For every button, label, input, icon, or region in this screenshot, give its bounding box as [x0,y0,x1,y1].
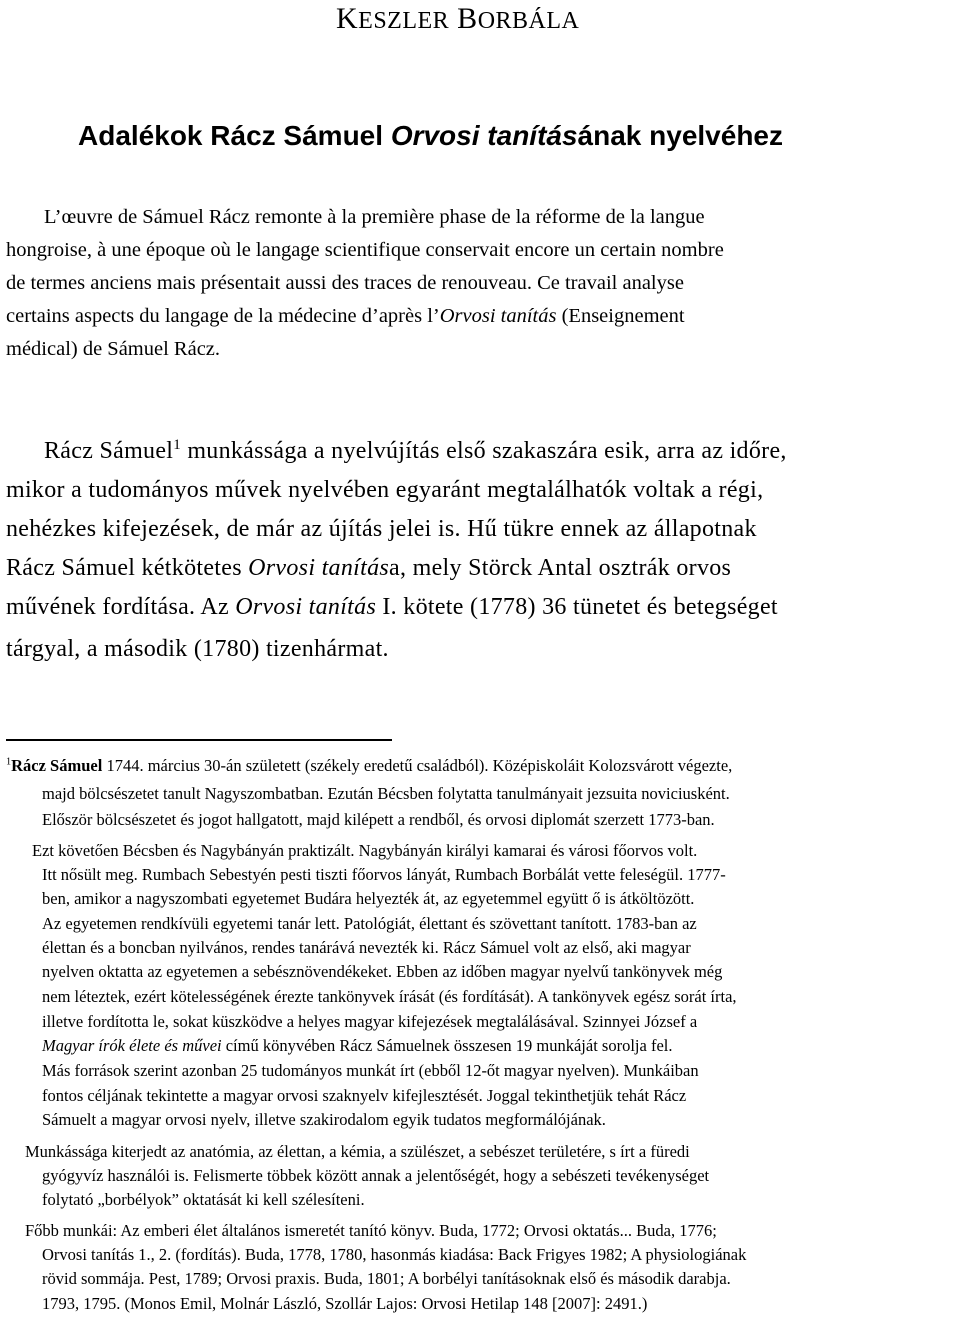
footnote-line: Munkássága kiterjedt az anatómia, az élettan, a kémia, a szülészet, a sebészet területére, s írt a füredi [25,1142,690,1161]
footnote-line: ben, amikor a nagyszombati egyetemet Budára helyezték át, az egyetemmel együtt ő is átköltözött. [42,889,695,908]
footnote-line: élettan és a boncban nyilvános, rendes tanárává nevezték ki. Rácz Sámuel volt az első, aki magyar [42,938,691,957]
author-name: KESZLER BORBÁLA [336,2,580,35]
abstract-line: certains aspects du langage de la médecine d’après l’Orvosi tanítás (Enseignement [6,305,685,327]
footnote-line: nem léteztek, ezért kötelességének érezte tankönyvek írását (és fordítását). A tankönyvek egész sorát írta, [42,987,737,1006]
abstract-line: médical) de Sámuel Rácz. [6,338,221,360]
footnote-line: Az egyetemen rendkívüli egyetemi tanár lett. Patológiát, élettant és szövettant tanított. 1783-ban az [42,914,697,933]
abstract-line: L’œuvre de Sámuel Rácz remonte à la première phase de la réforme de la langue [44,206,705,228]
footnote-line: majd bölcsészetet tanult Nagyszombatban. Ezután Bécsben folytatta tanulmányait jezsuita noviciusként. [42,784,730,803]
body-line: Rácz Sámuel kétkötetes Orvosi tanítása, mely Störck Antal osztrák orvos [6,555,732,581]
footnote-line: Először bölcsészetet és jogot hallgatott, majd kilépett a rendből, és orvosi diplomát szerzett 1773-ban. [42,810,715,829]
paper-title: Adalékok Rácz Sámuel Orvosi tanításának nyelvéhez [78,120,783,151]
abstract-line: hongroise, à une époque où le langage scientifique conservait encore un certain nombre [6,239,724,261]
footnote-line: Ezt követően Bécsben és Nagybányán praktizált. Nagybányán királyi kamarai és városi főorvos volt. [32,841,698,860]
footnote-line: Itt nősült meg. Rumbach Sebestyén pesti tiszti főorvos lányát, Rumbach Borbálát vette feleségül. 1777- [42,865,726,884]
footnote-line: 1793, 1795. (Monos Emil, Molnár László, Szollár Lajos: Orvosi Hetilap 148 [2007]: 2491.) [42,1294,648,1313]
footnote-line: nyelven oktatta az egyetemen a sebésznövendékeket. Ebben az időben magyar nyelvű tankönyvek még [42,962,723,981]
footnote-line: Más források szerint azonban 25 tudományos munkát írt (ebből 12-őt magyar nyelven). Munkáiban [42,1061,699,1080]
body-line: Rácz Sámuel$^1$ munkássága a nyelvújítás első szakaszára esik, arra az időre, [44,437,787,464]
footnote-line: rövid sommája. Pest, 1789; Orvosi praxis. Buda, 1801; A borbélyi tanításoknak első és második darabja. [42,1269,731,1288]
body-line: művének fordítása. Az Orvosi tanítás I. kötete (1778) 36 tünetet és betegséget [6,594,778,620]
abstract-line: de termes anciens mais présentait aussi des traces de renouveau. Ce travail analyse [6,272,684,294]
body-line: tárgyal, a második (1780) tizenhármat. [6,636,389,662]
footnote-line: folytató „borbélyok” oktatását ki kell szélesíteni. [42,1190,365,1209]
footnote-ref[interactable]: 1 [173,437,182,453]
footnote-line: Sámuelt a magyar orvosi nyelv, illetve szakirodalom egyik tudatos megformálójának. [42,1110,606,1129]
footnote-line: illetve fordította le, sokat küszködve a helyes magyar kifejezések megtalálásával. Szinnyei József a [42,1012,698,1031]
footnote-separator [6,739,392,741]
footnote-number: 1 [6,756,12,768]
footnote-line: Főbb munkái: Az emberi élet általános ismeretét tanító könyv. Buda, 1772; Orvosi oktatás... Buda, 1776; [25,1221,717,1240]
footnote-line: Magyar írók élete és művei című könyvében Rácz Sámuelnek összesen 19 munkáját sorolja fel. [42,1036,673,1055]
body-line: nehézkes kifejezések, de már az újítás jelei is. Hű tükre ennek az állapotnak [6,516,757,542]
footnote-line: gyógyvíz használói is. Felismerte többek között annak a jelentőségét, hogy a sebészeti tevékenységet [42,1166,710,1185]
footnote-line: $^1$Rácz Sámuel 1744. március 30-án született (székely eredetű családból). Középiskoláit Kolozsvárott végezte, [6,756,733,775]
footnote-line: fontos céljának tekintette a magyar orvosi szaknyelv kifejlesztését. Joggal tekinthetjük tehát Rácz [42,1086,687,1105]
body-line: mikor a tudományos művek nyelvében egyaránt megtalálhatók voltak a régi, [6,477,764,503]
footnote-line: Orvosi tanítás 1., 2. (fordítás). Buda, 1778, 1780, hasonmás kiadása: Back Frigyes 1982; A physiologiának [42,1245,747,1264]
